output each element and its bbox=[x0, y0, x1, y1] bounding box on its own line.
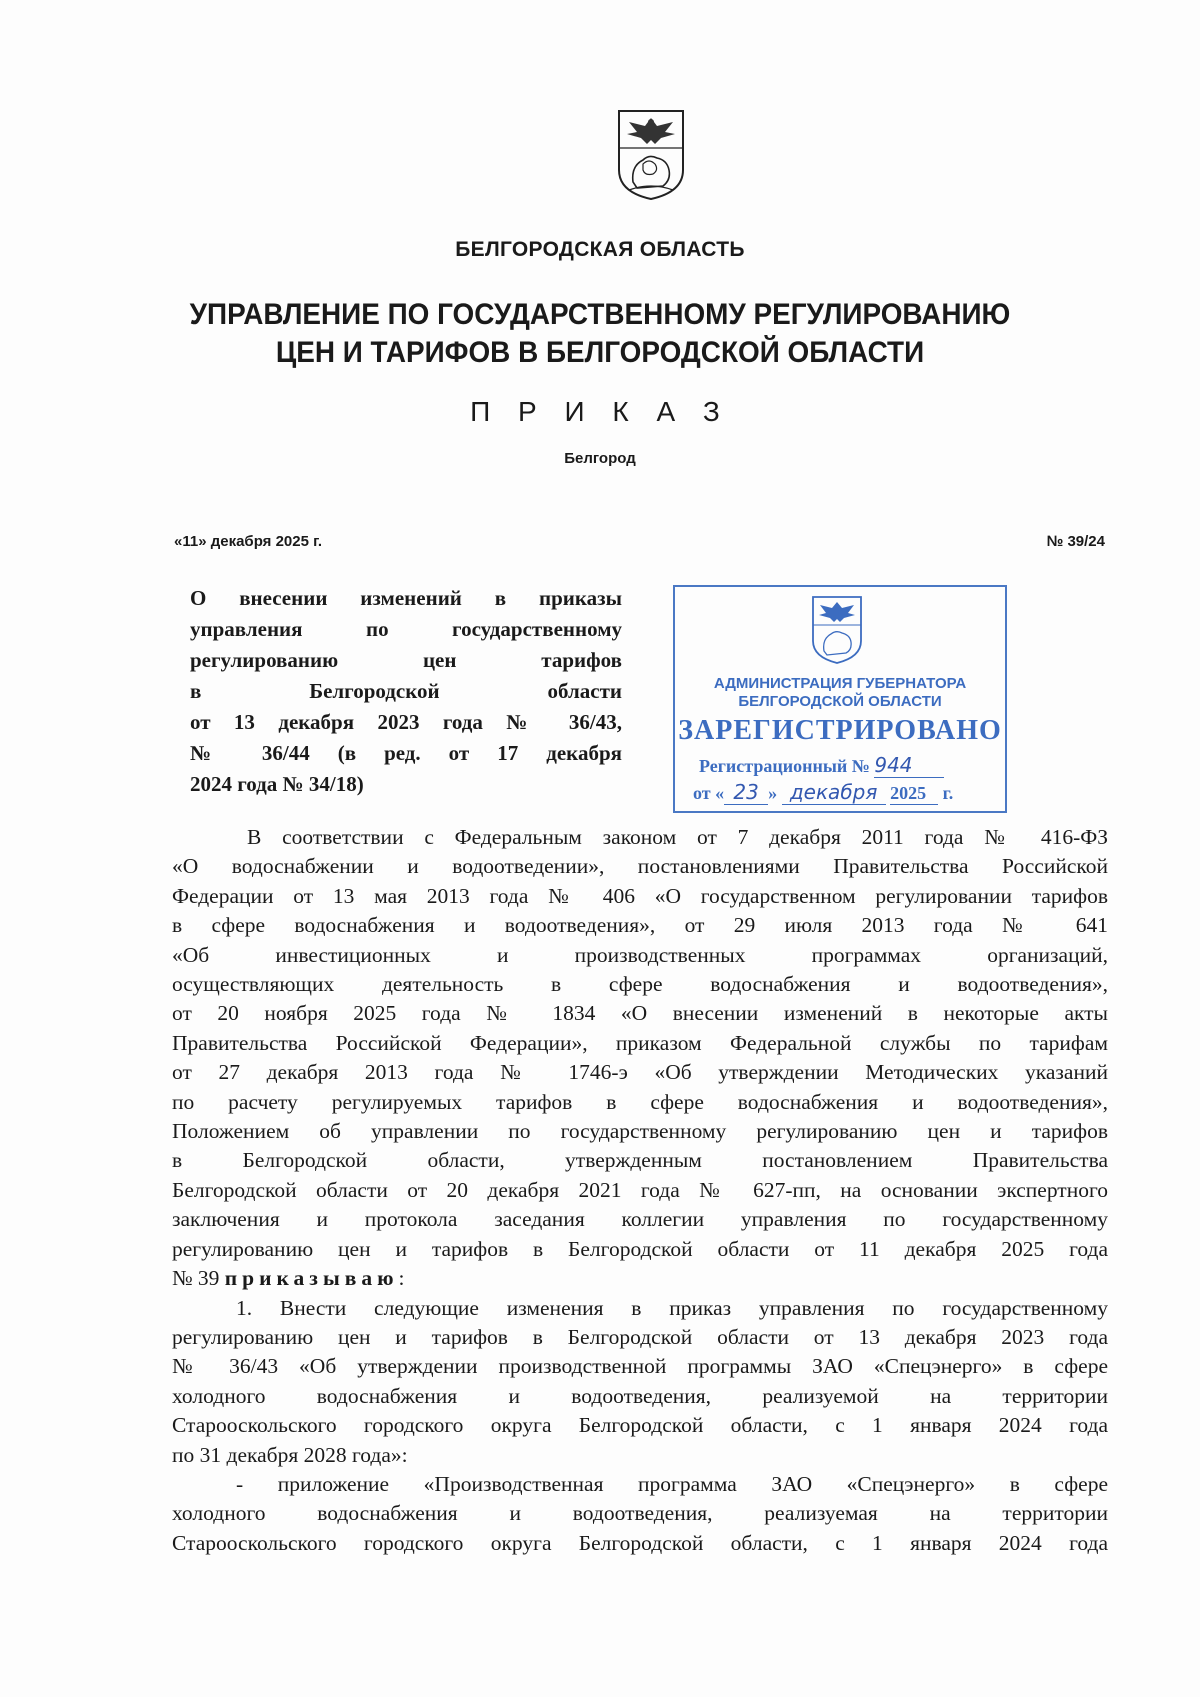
body-line: холодного водоснабжения и водоотведения, реализуемая на территории bbox=[172, 1501, 1108, 1526]
registration-stamp bbox=[673, 585, 1007, 813]
body-line: в сфере водоснабжения и водоотведения», от 29 июля 2013 года № 641 bbox=[172, 913, 1108, 938]
stamp-organization-line2: БЕЛГОРОДСКОЙ ОБЛАСТИ bbox=[738, 693, 942, 710]
stamp-status: ЗАРЕГИСТРИРОВАНО bbox=[678, 715, 1002, 746]
order-number-prefix: № 39 bbox=[172, 1266, 225, 1291]
subject-line: регулированию цен тарифов bbox=[190, 648, 622, 672]
body-line-order bbox=[172, 1264, 1108, 1293]
body-line: Правительства Российской Федерации», приказом Федеральной службы по тарифам bbox=[172, 1030, 1108, 1055]
body-line: по расчету регулируемых тарифов в сфере водоснабжения и водоотведения», bbox=[172, 1089, 1108, 1114]
stamp-date-day-field bbox=[724, 780, 768, 805]
stamp-date-year: 2025 bbox=[890, 783, 927, 803]
stamp-date-day-handwritten: 23 bbox=[733, 780, 759, 804]
body-line: Старооскольского городского округа Белгородской области, с 1 января 2024 года bbox=[172, 1530, 1108, 1555]
stamp-date-year-field bbox=[890, 783, 938, 805]
region-title: БЕЛГОРОДСКАЯ ОБЛАСТЬ bbox=[455, 238, 745, 261]
body-line: регулированию цен и тарифов в Белгородской области от 11 декабря 2025 года bbox=[172, 1236, 1108, 1261]
subject-line: 2024 года № 34/18) bbox=[190, 772, 364, 796]
body-line: Федерации от 13 мая 2013 года № 406 «О государственном регулировании тарифов bbox=[172, 883, 1108, 908]
stamp-organization-line1: АДМИНИСТРАЦИЯ ГУБЕРНАТОРА bbox=[713, 675, 967, 692]
stamp-organization bbox=[675, 675, 1005, 711]
stamp-emblem bbox=[810, 595, 864, 665]
coat-of-arms-emblem bbox=[615, 108, 687, 202]
stamp-registration-date bbox=[693, 780, 953, 805]
stamp-date-month-handwritten: декабря bbox=[789, 780, 878, 804]
body-line: «Об инвестиционных и производственных программах организаций, bbox=[172, 942, 1108, 967]
subject-line: управления по государственному bbox=[190, 617, 622, 641]
city-name: Белгород bbox=[564, 450, 636, 467]
body-line: Старооскольского городского округа Белгородской области, с 1 января 2024 года bbox=[172, 1413, 1108, 1438]
organization-title bbox=[42, 296, 1158, 372]
subject-line: в Белгородской области bbox=[190, 679, 622, 703]
document-subject bbox=[190, 583, 622, 800]
body-line: от 20 ноября 2025 года № 1834 «О внесении изменений в некоторые акты bbox=[172, 1001, 1108, 1026]
stamp-date-prefix: от « bbox=[693, 783, 725, 803]
document-number: № 39/24 bbox=[1046, 533, 1105, 550]
organization-title-line1: УПРАВЛЕНИЕ ПО ГОСУДАРСТВЕННОМУ РЕГУЛИРОВАНИЮ bbox=[189, 298, 1011, 331]
body-line: Положением об управлении по государственному регулированию цен и тарифов bbox=[172, 1119, 1108, 1144]
order-verb: приказываю bbox=[224, 1266, 399, 1291]
document-date: «11» декабря 2025 г. bbox=[174, 533, 323, 550]
subject-line: № 36/44 (в ред. от 17 декабря bbox=[190, 741, 622, 765]
subject-line: О внесении изменений в приказы bbox=[190, 586, 622, 610]
body-line: В соответствии с Федеральным законом от 7 декабря 2011 года № 416-ФЗ bbox=[247, 825, 1108, 849]
document-body bbox=[172, 823, 1108, 1558]
order-colon: : bbox=[398, 1266, 405, 1291]
body-line: в Белгородской области, утвержденным постановлением Правительства bbox=[172, 1148, 1108, 1173]
body-line: регулированию цен и тарифов в Белгородской области от 13 декабря 2023 года bbox=[172, 1324, 1108, 1349]
organization-title-line2: ЦЕН И ТАРИФОВ В БЕЛГОРОДСКОЙ ОБЛАСТИ bbox=[275, 336, 925, 369]
body-line: - приложение «Производственная программа ЗАО «Спецэнерго» в сфере bbox=[236, 1471, 1108, 1496]
stamp-date-month-field bbox=[782, 780, 886, 805]
body-line: от 27 декабря 2013 года № 1746-э «Об утверждении Методических указаний bbox=[172, 1060, 1108, 1085]
body-line: Белгородской области от 20 декабря 2021 года № 627-пп, на основании экспертного bbox=[172, 1177, 1108, 1202]
subject-line: от 13 декабря 2023 года № 36/43, bbox=[190, 710, 622, 734]
stamp-reg-label: Регистрационный № bbox=[699, 756, 870, 776]
stamp-registration-number bbox=[699, 753, 944, 778]
stamp-reg-number-handwritten: 944 bbox=[874, 753, 913, 777]
document-type: П Р И К А З bbox=[470, 396, 730, 427]
body-line: холодного водоснабжения и водоотведения, реализуемой на территории bbox=[172, 1383, 1108, 1408]
body-line: «О водоснабжении и водоотведении», постановлениями Правительства Российской bbox=[172, 854, 1108, 879]
body-line: осуществляющих деятельность в сфере водоснабжения и водоотведения», bbox=[172, 972, 1108, 997]
body-line: № 36/43 «Об утверждении производственной программы ЗАО «Спецэнерго» в сфере bbox=[172, 1354, 1108, 1379]
stamp-date-suffix: г. bbox=[942, 783, 954, 803]
stamp-reg-number-field bbox=[874, 753, 944, 778]
body-line: по 31 декабря 2028 года»: bbox=[172, 1442, 408, 1467]
body-line: заключения и протокола заседания коллегии управления по государственному bbox=[172, 1207, 1108, 1232]
stamp-date-mid: » bbox=[768, 783, 778, 803]
body-line: 1. Внести следующие изменения в приказ управления по государственному bbox=[236, 1295, 1108, 1320]
